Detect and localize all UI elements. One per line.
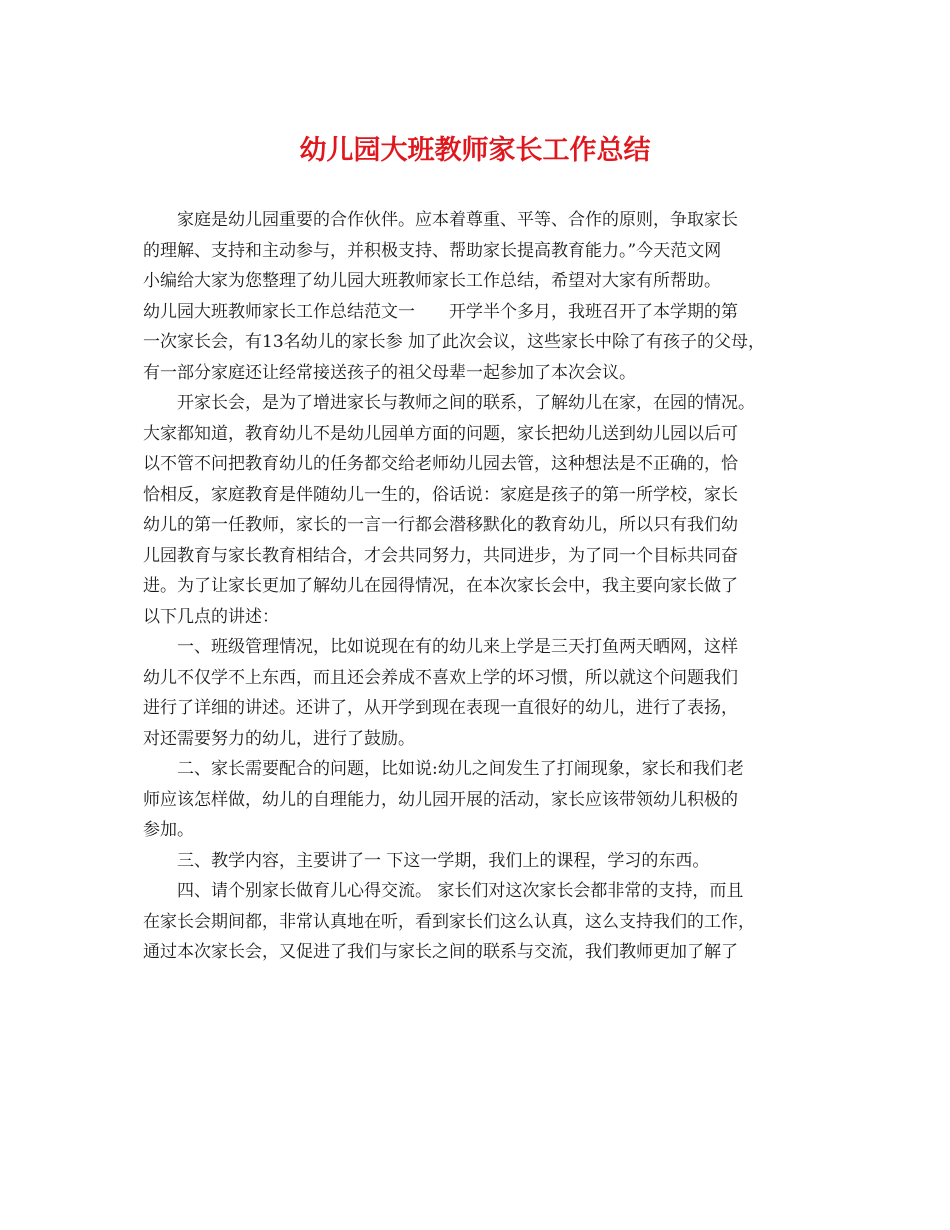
body-line: 对还需要努力的幼儿，进行了鼓励。 [143, 728, 415, 749]
body-line: 恰相反，家庭教育是伴随幼儿一生的，俗话说：家庭是孩子的第一所学校，家长 [143, 484, 738, 505]
body-line: 通过本次家长会，又促进了我们与家长之间的联系与交流，我们教师更加了解了 [143, 942, 738, 962]
body-line: 幼儿园大班教师家长工作总结范文一 开学半个多月，我班召开了本学期的第 [143, 301, 738, 322]
body-line: 师应该怎样做，幼儿的自理能力，幼儿园开展的活动，家长应该带领幼儿积极的 [143, 789, 738, 810]
body-line: 以下几点的讲述： [143, 606, 279, 627]
document-title: 幼儿园大班教师家长工作总结 [299, 135, 651, 166]
body-line: 幼儿不仅学不上东西，而且还会养成不喜欢上学的坏习惯，所以就这个问题我们 [143, 667, 738, 688]
body-line: 一、班级管理情况，比如说现在有的幼儿来上学是三天打鱼两天晒网，这样 [177, 637, 738, 657]
body-line: 有一部分家庭还让经常接送孩子的祖父母辈一起参加了本次会议。 [143, 362, 636, 383]
body-line: 进行了详细的讲述。还讲了，从开学到现在表现一直很好的幼儿，进行了表扬， [143, 698, 738, 718]
body-line: 小编给大家为您整理了幼儿园大班教师家长工作总结，希望对大家有所帮助。 [143, 271, 721, 291]
body-line: 儿园教育与家长教育相结合，才会共同努力，共同进步，为了同一个目标共同奋 [143, 545, 738, 566]
body-line: 幼儿的第一任教师，家长的一言一行都会潜移默化的教育幼儿，所以只有我们幼 [143, 515, 738, 535]
body-line: 三、教学内容，主要讲了一 下这一学期，我们上的课程，学习的东西。 [177, 850, 710, 871]
body-line: 开家长会，是为了增进家长与教师之间的联系，了解幼儿在家，在园的情况。 [177, 393, 755, 413]
body-line: 参加。 [143, 820, 194, 840]
body-line: 以不管不问把教育幼儿的任务都交给老师幼儿园去管，这种想法是不正确的，恰 [143, 454, 738, 474]
body-line: 的理解、支持和主动参与，并积极支持、帮助家长提高教育能力。”今天范文网 [143, 240, 722, 261]
body-line: 家庭是幼儿园重要的合作伙伴。应本着尊重、平等、合作的原则，争取家长 [177, 210, 738, 230]
body-line: 进。为了让家长更加了解幼儿在园得情况，在本次家长会中，我主要向家长做了 [143, 576, 738, 596]
document-body [143, 205, 823, 968]
body-line: 在家长会期间都，非常认真地在听，看到家长们这么认真，这么支持我们的工作， [143, 911, 755, 932]
body-line: 四、请个别家长做育儿心得交流。 家长们对这次家长会都非常的支持，而且 [177, 881, 744, 901]
body-line: 一次家长会，有13名幼儿的家长参 加了此次会议，这些家长中除了有孩子的父母， [143, 332, 766, 352]
body-line: 大家都知道，教育幼儿不是幼儿园单方面的问题，家长把幼儿送到幼儿园以后可 [143, 423, 738, 444]
body-line: 二、家长需要配合的问题，比如说:幼儿之间发生了打闹现象，家长和我们老 [177, 759, 744, 779]
